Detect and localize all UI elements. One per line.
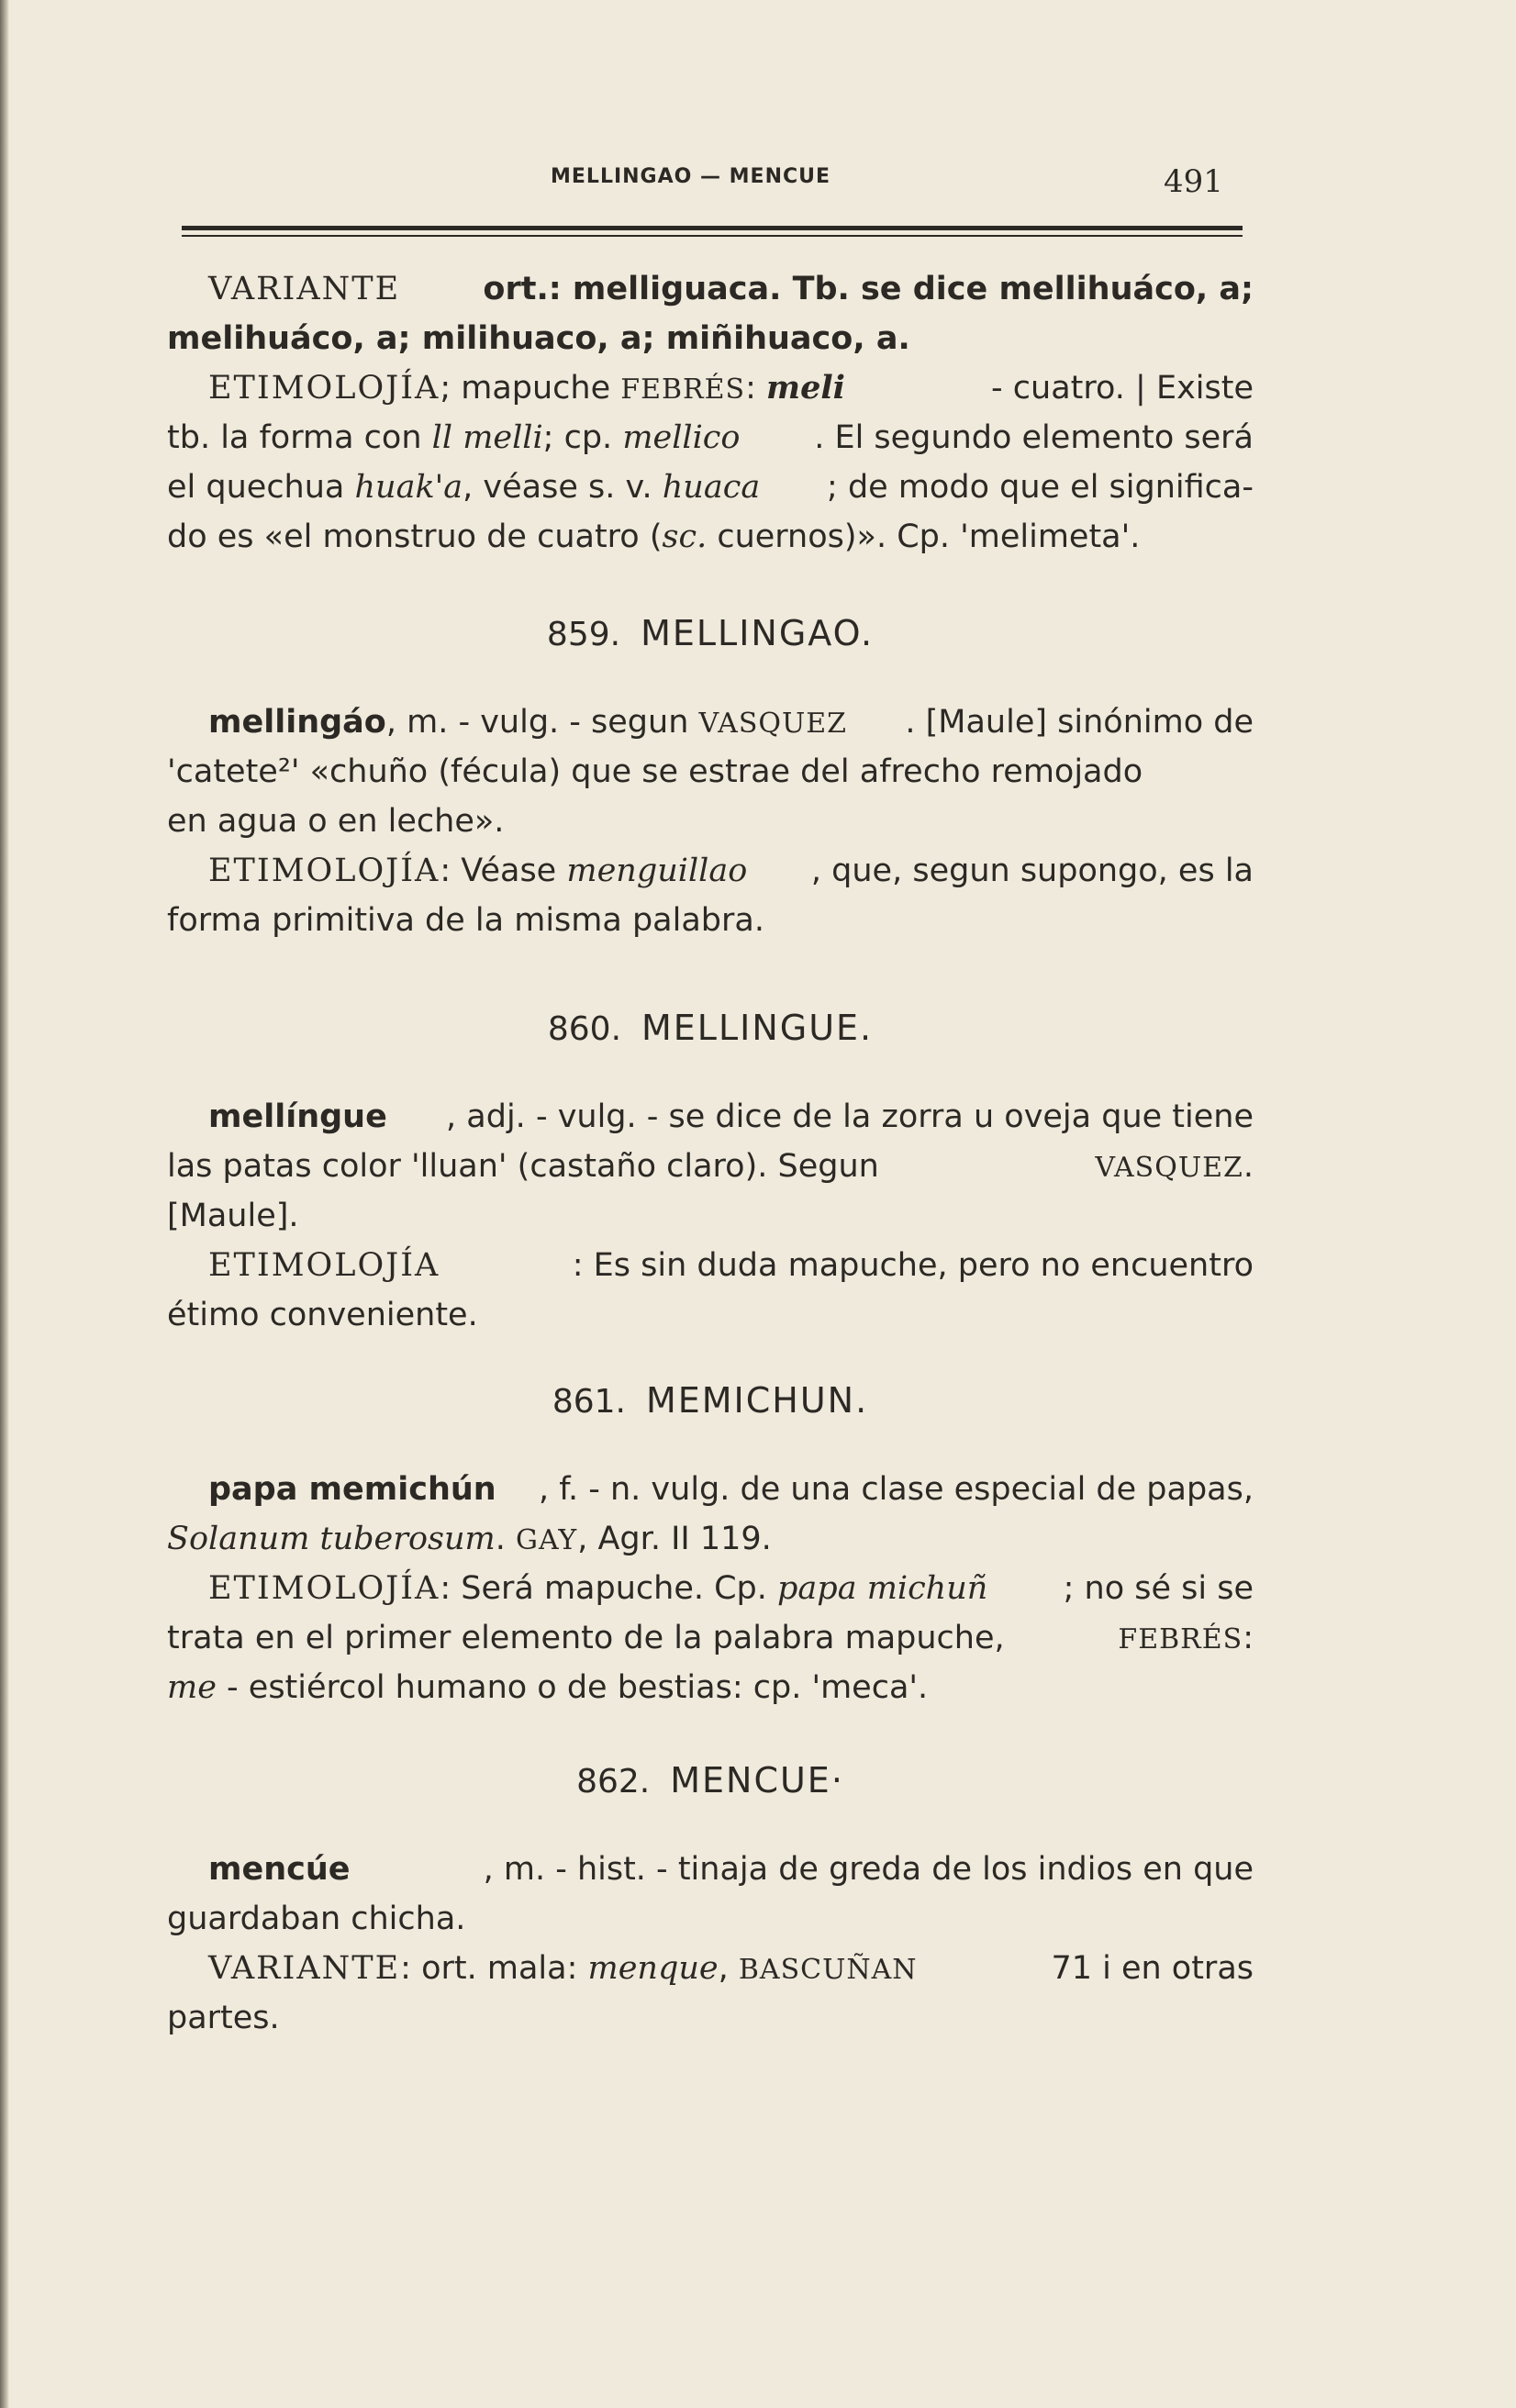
text-span: en agua o en leche». bbox=[167, 803, 505, 840]
italic-word: menguillao bbox=[566, 853, 748, 889]
text-span: - estiércol humano o de bestias: cp. 'meca'. bbox=[216, 1669, 929, 1706]
entry-heading bbox=[167, 606, 1254, 661]
variants-text: melihuáco, a; milihuaco, a; miñihuaco, a. bbox=[167, 320, 910, 357]
author-name: VASQUEZ bbox=[698, 708, 847, 740]
text-span: : Será mapuche. Cp. bbox=[440, 1570, 767, 1607]
header-rule-thick bbox=[182, 226, 1243, 230]
text-line bbox=[167, 1142, 1254, 1191]
text-span: el quechua bbox=[167, 469, 345, 506]
italic-word: menque bbox=[587, 1950, 719, 1987]
text-span: ; no sé si se bbox=[1063, 1570, 1254, 1607]
text-line bbox=[167, 264, 1254, 314]
text-span: forma primitiva de la misma palabra. bbox=[167, 902, 764, 939]
entry-heading bbox=[167, 1753, 1254, 1808]
text-span: , véase s. v. bbox=[463, 469, 652, 506]
text-line bbox=[167, 1191, 1254, 1241]
author-name: GAY bbox=[516, 1524, 578, 1556]
text-line bbox=[167, 1845, 1254, 1894]
text-line bbox=[167, 363, 1254, 413]
author-name: BASCUÑAN bbox=[738, 1954, 918, 1986]
text-line bbox=[167, 413, 1254, 463]
variante-text: ort.: melliguaca. Tb. se dice mellihuáco, a; bbox=[483, 271, 1254, 307]
entry-title: MELLINGUE. bbox=[641, 1008, 874, 1048]
author-name: FEBRÉS bbox=[620, 373, 746, 406]
etimolojia-label: ETIMOLOJÍA bbox=[208, 853, 440, 889]
text-span: do es «el monstruo de cuatro ( bbox=[167, 518, 663, 555]
variante-label: VARIANTE bbox=[208, 1950, 401, 1987]
text-span: : bbox=[1243, 1620, 1254, 1656]
text-line bbox=[167, 797, 1254, 846]
text-span: , m. - hist. - tinaja de greda de los indios en que bbox=[483, 1851, 1254, 1888]
etimolojia-label: ETIMOLOJÍA bbox=[208, 370, 440, 407]
entry-number: 859. bbox=[546, 616, 621, 653]
text-span: , que, segun supongo, es la bbox=[810, 853, 1254, 889]
headword: papa memichún bbox=[208, 1471, 496, 1508]
text-line bbox=[167, 314, 1254, 363]
entry-heading bbox=[167, 1000, 1254, 1055]
text-span: . bbox=[1243, 1148, 1254, 1185]
text-span: : Es sin duda mapuche, pero no encuentro bbox=[572, 1247, 1254, 1284]
entry-title: MELLINGAO. bbox=[641, 613, 875, 653]
text-line bbox=[167, 1241, 1254, 1290]
entry-title: MENCUE· bbox=[670, 1760, 844, 1800]
text-line bbox=[167, 846, 1254, 896]
text-span: partes. bbox=[167, 2000, 280, 2036]
text-span: . El segundo elemento será bbox=[814, 419, 1254, 456]
text-line bbox=[167, 463, 1254, 512]
headword: mencúe bbox=[208, 1851, 351, 1888]
text-span: . [Maule] sinónimo de bbox=[905, 704, 1254, 741]
text-span: [Maule]. bbox=[167, 1198, 299, 1234]
text-line bbox=[167, 1092, 1254, 1142]
text-span: ; de modo que el significa- bbox=[827, 469, 1254, 506]
text-line bbox=[167, 1465, 1254, 1514]
header-rule-thin bbox=[182, 235, 1243, 237]
italic-word: huaca bbox=[662, 469, 761, 506]
author-name: VASQUEZ bbox=[1095, 1152, 1243, 1184]
italic-word: mellico bbox=[622, 419, 741, 456]
entry-number: 861. bbox=[552, 1383, 626, 1421]
text-line bbox=[167, 1663, 1254, 1712]
italic-word: melli bbox=[463, 419, 543, 456]
text-line bbox=[167, 1993, 1254, 2043]
text-span: : ort. mala: bbox=[400, 1950, 578, 1987]
entry-number: 860. bbox=[547, 1010, 622, 1048]
book-spine-shadow bbox=[0, 0, 9, 2408]
text-line bbox=[167, 896, 1254, 945]
text-span: étimo conveniente. bbox=[167, 1297, 478, 1333]
text-line bbox=[167, 747, 1254, 797]
text-line bbox=[167, 1613, 1254, 1663]
text-span: , adj. - vulg. - se dice de la zorra u oveja que tiene bbox=[446, 1098, 1254, 1135]
italic-word: ll bbox=[431, 419, 453, 456]
headword: mellingáo bbox=[208, 704, 386, 741]
italic-word: sc. bbox=[662, 518, 708, 555]
text-line bbox=[167, 512, 1254, 562]
text-span: trata en el primer elemento de la palabra mapuche, bbox=[167, 1620, 1005, 1656]
etimolojia-label: ETIMOLOJÍA bbox=[208, 1247, 440, 1284]
entry-title: MEMICHUN. bbox=[645, 1380, 869, 1421]
text-span: ; cp. bbox=[542, 419, 613, 456]
variante-label: VARIANTE bbox=[208, 271, 401, 307]
italic-word: me bbox=[167, 1669, 217, 1706]
entry-number: 862. bbox=[576, 1763, 651, 1800]
scientific-name: Solanum tuberosum bbox=[167, 1521, 496, 1557]
headword: mellíngue bbox=[208, 1098, 387, 1135]
text-span: , Agr. II 119. bbox=[577, 1521, 772, 1557]
italic-word: huak'a bbox=[354, 469, 463, 506]
page-number: 491 bbox=[1164, 163, 1223, 200]
text-line bbox=[167, 1894, 1254, 1944]
text-span: . bbox=[495, 1521, 506, 1557]
text-span: 71 i en otras bbox=[1051, 1950, 1254, 1987]
etimolojia-label: ETIMOLOJÍA bbox=[208, 1570, 440, 1607]
text-span: 'catete²' «chuño (fécula) que se estrae del afrecho remojado bbox=[167, 753, 1143, 790]
text-span: ; mapuche bbox=[440, 370, 611, 407]
text-span: guardaban chicha. bbox=[167, 1901, 466, 1937]
text-line bbox=[167, 1290, 1254, 1340]
running-title: MELLINGAO — MENCUE bbox=[551, 165, 831, 188]
entry-heading bbox=[167, 1373, 1254, 1428]
text-span: , f. - n. vulg. de una clase especial de papas, bbox=[538, 1471, 1254, 1508]
text-span: cuernos)». Cp. 'melimeta'. bbox=[707, 518, 1141, 555]
text-span: tb. la forma con bbox=[167, 419, 422, 456]
author-name: FEBRÉS bbox=[1118, 1623, 1243, 1656]
text-span: : bbox=[745, 370, 756, 407]
text-span: las patas color 'lluan' (castaño claro). Segun bbox=[167, 1148, 879, 1185]
text-span: , bbox=[718, 1950, 729, 1987]
text-span: - cuatro. | Existe bbox=[991, 370, 1254, 407]
text-span: , m. - vulg. - segun bbox=[385, 704, 689, 741]
text-line bbox=[167, 1564, 1254, 1613]
text-line bbox=[167, 1514, 1254, 1564]
italic-word: papa michuñ bbox=[777, 1570, 988, 1607]
text-line bbox=[167, 1944, 1254, 1993]
text-span: : Véase bbox=[440, 853, 557, 889]
text-line bbox=[167, 697, 1254, 747]
etymon-word: meli bbox=[766, 369, 845, 407]
